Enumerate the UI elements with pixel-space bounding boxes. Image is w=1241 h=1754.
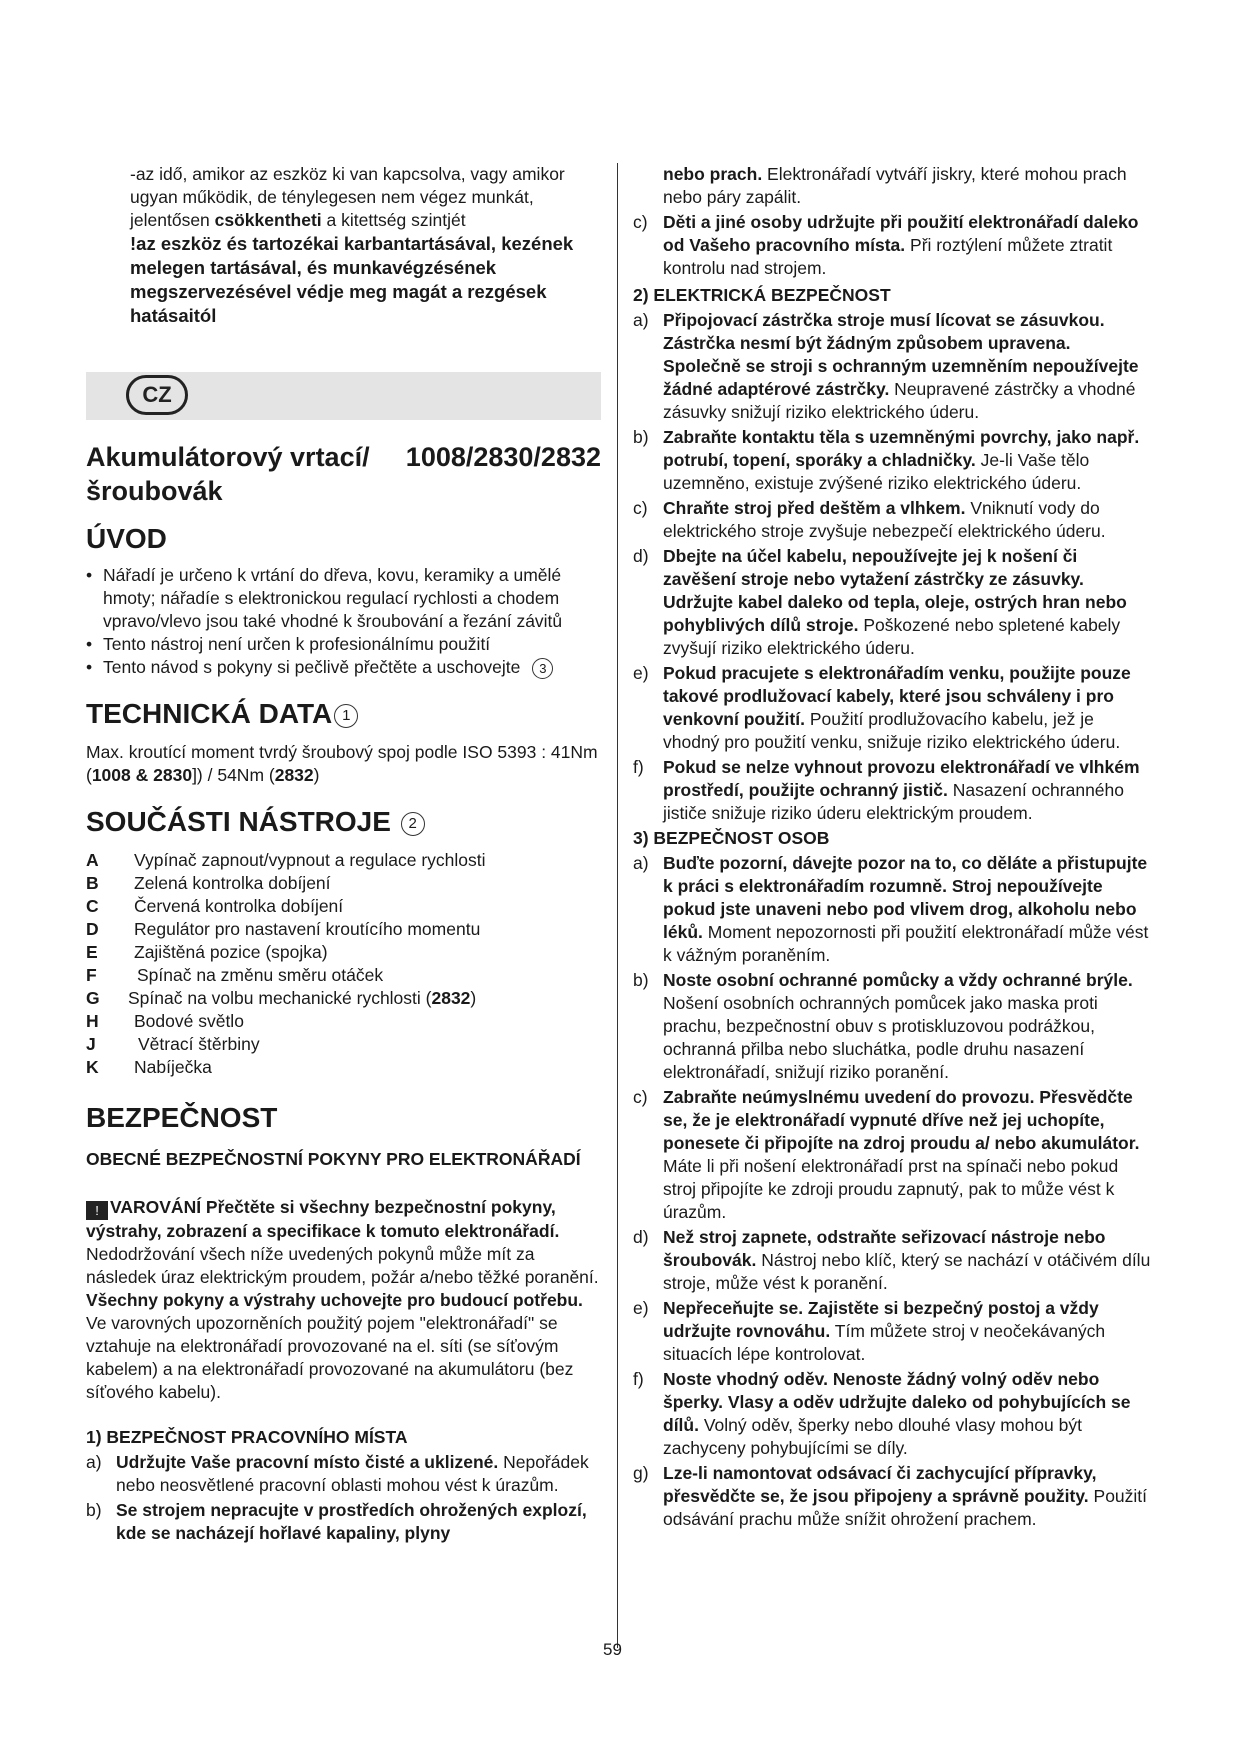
list-item: • Tento nástroj není určen k profesionálnímu použití <box>86 634 491 654</box>
section-3-item-b: b) Noste osobní ochranné pomůcky a vždy ochranné brýle. Nošení osobních ochranných pomůcek jako maska proti prachu, bezpečnostní obuv s protiskluzovou podrážkou, ochranná přilba nebo sluchátka, podle druhu nasazení elektronářadí, snižují riziko poranění. <box>633 970 1133 1082</box>
part-e: E Zajištěná pozice (spojka) <box>86 942 328 962</box>
left-column <box>86 163 601 1545</box>
part-d: D Regulátor pro nastavení kroutícího momentu <box>86 919 481 939</box>
section-1-heading: 1) BEZPEČNOST PRACOVNÍHO MÍSTA <box>86 1427 408 1447</box>
warning-paragraph: ! VAROVÁNÍ Přečtěte si všechny bezpečnostní pokyny, výstrahy, zobrazení a specifikace k tomuto elektronářadí. Nedodržování všech níže uvedených pokynů může mít za následek úraz elektrickým proudem, požár a/nebo těžké poranění. Všechny pokyny a výstrahy uchovejte pro budoucí potřebu. Ve varovných upozorněních použitý pojem "elektronářadí" se vztahuje na elektronářadí provozované na el. síti (se síťovým kabelem) a na elektronářadí provozované na akumulátoru (bez síťového kabelu). <box>86 1197 599 1402</box>
part-f: F Spínač na změnu směru otáček <box>86 965 384 985</box>
section-2-item-e: e) Pokud pracujete s elektronářadím venku, použijte pouze takové prodlužovací kabely, které jsou schváleny i pro venkovní použití. Použití prodlužovacího kabelu, jež je vhodný pro použití venku, snižuje riziko elektrického úderu. <box>633 663 1131 752</box>
section-1-item-b: b) Se strojem nepracujte v prostředích ohrožených explozí, kde se nacházejí hořlavé kapaliny, plyny <box>86 1500 587 1543</box>
right-column <box>633 163 1153 1531</box>
product-title <box>86 440 601 508</box>
part-a: A Vypínač zapnout/vypnout a regulace rychlosti <box>86 850 486 870</box>
section-1-item-a: a) Udržujte Vaše pracovní místo čisté a uklizené. Nepořádek nebo neosvětlené pracovní oblasti mohou vést k úrazům. <box>86 1452 589 1495</box>
list-item: • Nářadí je určeno k vrtání do dřeva, kovu, keramiky a umělé hmoty; nářadíe s elektronickou regulací rychlosti a chodem vpravo/vlevo jsou také vhodné k šroubování a řezání závitů <box>86 565 563 631</box>
warning-triangle-icon: ! <box>86 1201 108 1220</box>
intro-bullets <box>86 564 601 679</box>
section-2-item-c: c) Chraňte stroj před deštěm a vlhkem. Vniknutí vody do elektrického stroje zvyšuje nebezpečí elektrického úderu. <box>633 498 1106 541</box>
page-number: 59 <box>603 1640 622 1659</box>
section-3-item-g: g) Lze-li namontovat odsávací či zachycující přípravky, přesvědčte se, že jsou připojeny a správně použity. Použití odsávání prachu může snížit ohrožení prachem. <box>633 1463 1148 1529</box>
column-divider <box>617 163 618 1648</box>
tech-spec: Max. kroutící moment tvrdý šroubový spoj podle ISO 5393 : 41Nm (1008 & 2830]) / 54Nm (2832) <box>86 742 598 785</box>
section-3-item-d: d) Než stroj zapnete, odstraňte seřizovací nástroje nebo šroubovák. Nástroj nebo klíč, který se nachází v otáčivém dílu stroje, může vést k poranění. <box>633 1227 1151 1293</box>
part-b: B Zelená kontrolka dobíjení <box>86 873 331 893</box>
language-bar <box>86 372 601 420</box>
section-3-item-e: e) Nepřeceňujte se. Zajistěte si bezpečný postoj a vždy udržujte rovnováhu. Tím můžete stroj v neočekávaných situacích lépe kontrolovat. <box>633 1298 1106 1364</box>
figure-ref-1: 1 <box>334 704 358 728</box>
section-1-item-c: c) Děti a jiné osoby udržujte při použití elektronářadí daleko od Vašeho pracovního místa. Při roztýlení můžete ztratit kontrolu nad strojem. <box>633 212 1139 278</box>
section-2-item-a: a) Připojovací zástrčka stroje musí lícovat se zásuvkou. Zástrčka nesmí být žádným způsobem upravena. Společně se stroji s ochranným uzemněním nepoužívejte žádné adaptérové zástrčky. Neupravené zástrčky a vhodné zásuvky snižují riziko elektrického úderu. <box>633 310 1139 422</box>
continued-item-b: nebo prach. Elektronářadí vytváří jiskry, které mohou prach nebo páry zapálit. <box>663 164 1127 207</box>
part-g: G Spínač na volbu mechanické rychlosti (2832) <box>86 988 477 1008</box>
intro-heading: ÚVOD <box>86 523 167 554</box>
tech-heading: TECHNICKÁ DATA 1 <box>86 697 601 731</box>
part-h: H Bodové světlo <box>86 1011 244 1031</box>
figure-ref-3: 3 <box>532 658 553 679</box>
language-badge: CZ <box>126 375 188 415</box>
intro-bold-paragraph: !az eszköz és tartozékai karbantartásával, kezének melegen tartásával, és munkavégzésének megszervezésével védje meg magát a rezgések hatásaitól <box>130 233 574 326</box>
part-k: K Nabíječka <box>86 1057 212 1077</box>
section-2-item-d: d) Dbejte na účel kabelu, nepoužívejte jej k nošení či zavěšení stroje nebo vytažení zástrčky ze zásuvky. Udržujte kabel daleko od tepla, oleje, ostrých hran nebo pohyblivých dílů stroje. Poškozené nebo spletené kabely zvyšují riziko elektrického úderu. <box>633 546 1127 658</box>
section-2-item-b: b) Zabraňte kontaktu těla s uzemněnými povrchy, jako např. potrubí, topení, sporáky a chladničky. Je-li Vaše tělo uzemněno, existuje zvýšené riziko elektrického úderu. <box>633 427 1140 493</box>
parts-heading: SOUČÁSTI NÁSTROJE 2 <box>86 805 601 839</box>
safety-subheading: OBECNÉ BEZPEČNOSTNÍ POKYNY PRO ELEKTRONÁŘADÍ <box>86 1149 581 1169</box>
section-2-item-f: f) Pokud se nelze vyhnout provozu elektronářadí ve vlhkém prostředí, použijte ochranný jistič. Nasazení ochranného jističe snižuje riziko úderu elektrickým proudem. <box>633 757 1140 823</box>
list-item: • Tento návod s pokyny si pečlivě přečtěte a uschovejte 3 <box>86 656 601 679</box>
part-j: J Větrací štěrbiny <box>86 1034 260 1054</box>
product-models: 1008/2830/2832 <box>405 442 601 472</box>
section-2-heading: 2) ELEKTRICKÁ BEZPEČNOST <box>633 285 891 305</box>
figure-ref-2: 2 <box>401 812 425 836</box>
section-3-item-c: c) Zabraňte neúmyslnému uvedení do provozu. Přesvědčte se, že je elektronářadí vypnuté dříve než jej uchopíte, ponesete či připojíte na zdroj proudu a/ nebo akumulátor. Máte li při nošení elektronářadí prst na spínači nebo pokud stroj připojíte ke zdroji proudu zapnutý, pak to může vést k úrazům. <box>633 1087 1140 1222</box>
safety-heading: BEZPEČNOST <box>86 1102 278 1133</box>
section-3-item-a: a) Buďte pozorní, dávejte pozor na to, co děláte a přistupujte k práci s elektronářadím rozumně. Stroj nepoužívejte pokud jste unaveni nebo pod vlivem drog, alkoholu nebo léků. Moment nepozornosti při použití elektronářadí může vést k vážným poraněním. <box>633 853 1149 965</box>
section-3-heading: 3) BEZPEČNOST OSOB <box>633 828 830 848</box>
product-name: Akumulátorový vrtací/ šroubovák <box>86 442 370 506</box>
parts-list <box>86 849 601 1079</box>
part-c: C Červená kontrolka dobíjení <box>86 896 344 916</box>
intro-paragraph: -az idő, amikor az eszköz ki van kapcsolva, vagy amikor ugyan működik, de ténylegesen nem végez munkát, jelentősen csökkentheti a kitettség szintjét <box>130 164 565 230</box>
section-3-item-f: f) Noste vhodný oděv. Nenoste žádný volný oděv nebo šperky. Vlasy a oděv udržujte daleko od pohybujících se dílů. Volný oděv, šperky nebo dlouhé vlasy mohou být zachyceny pohybujícími se díly. <box>633 1369 1131 1458</box>
